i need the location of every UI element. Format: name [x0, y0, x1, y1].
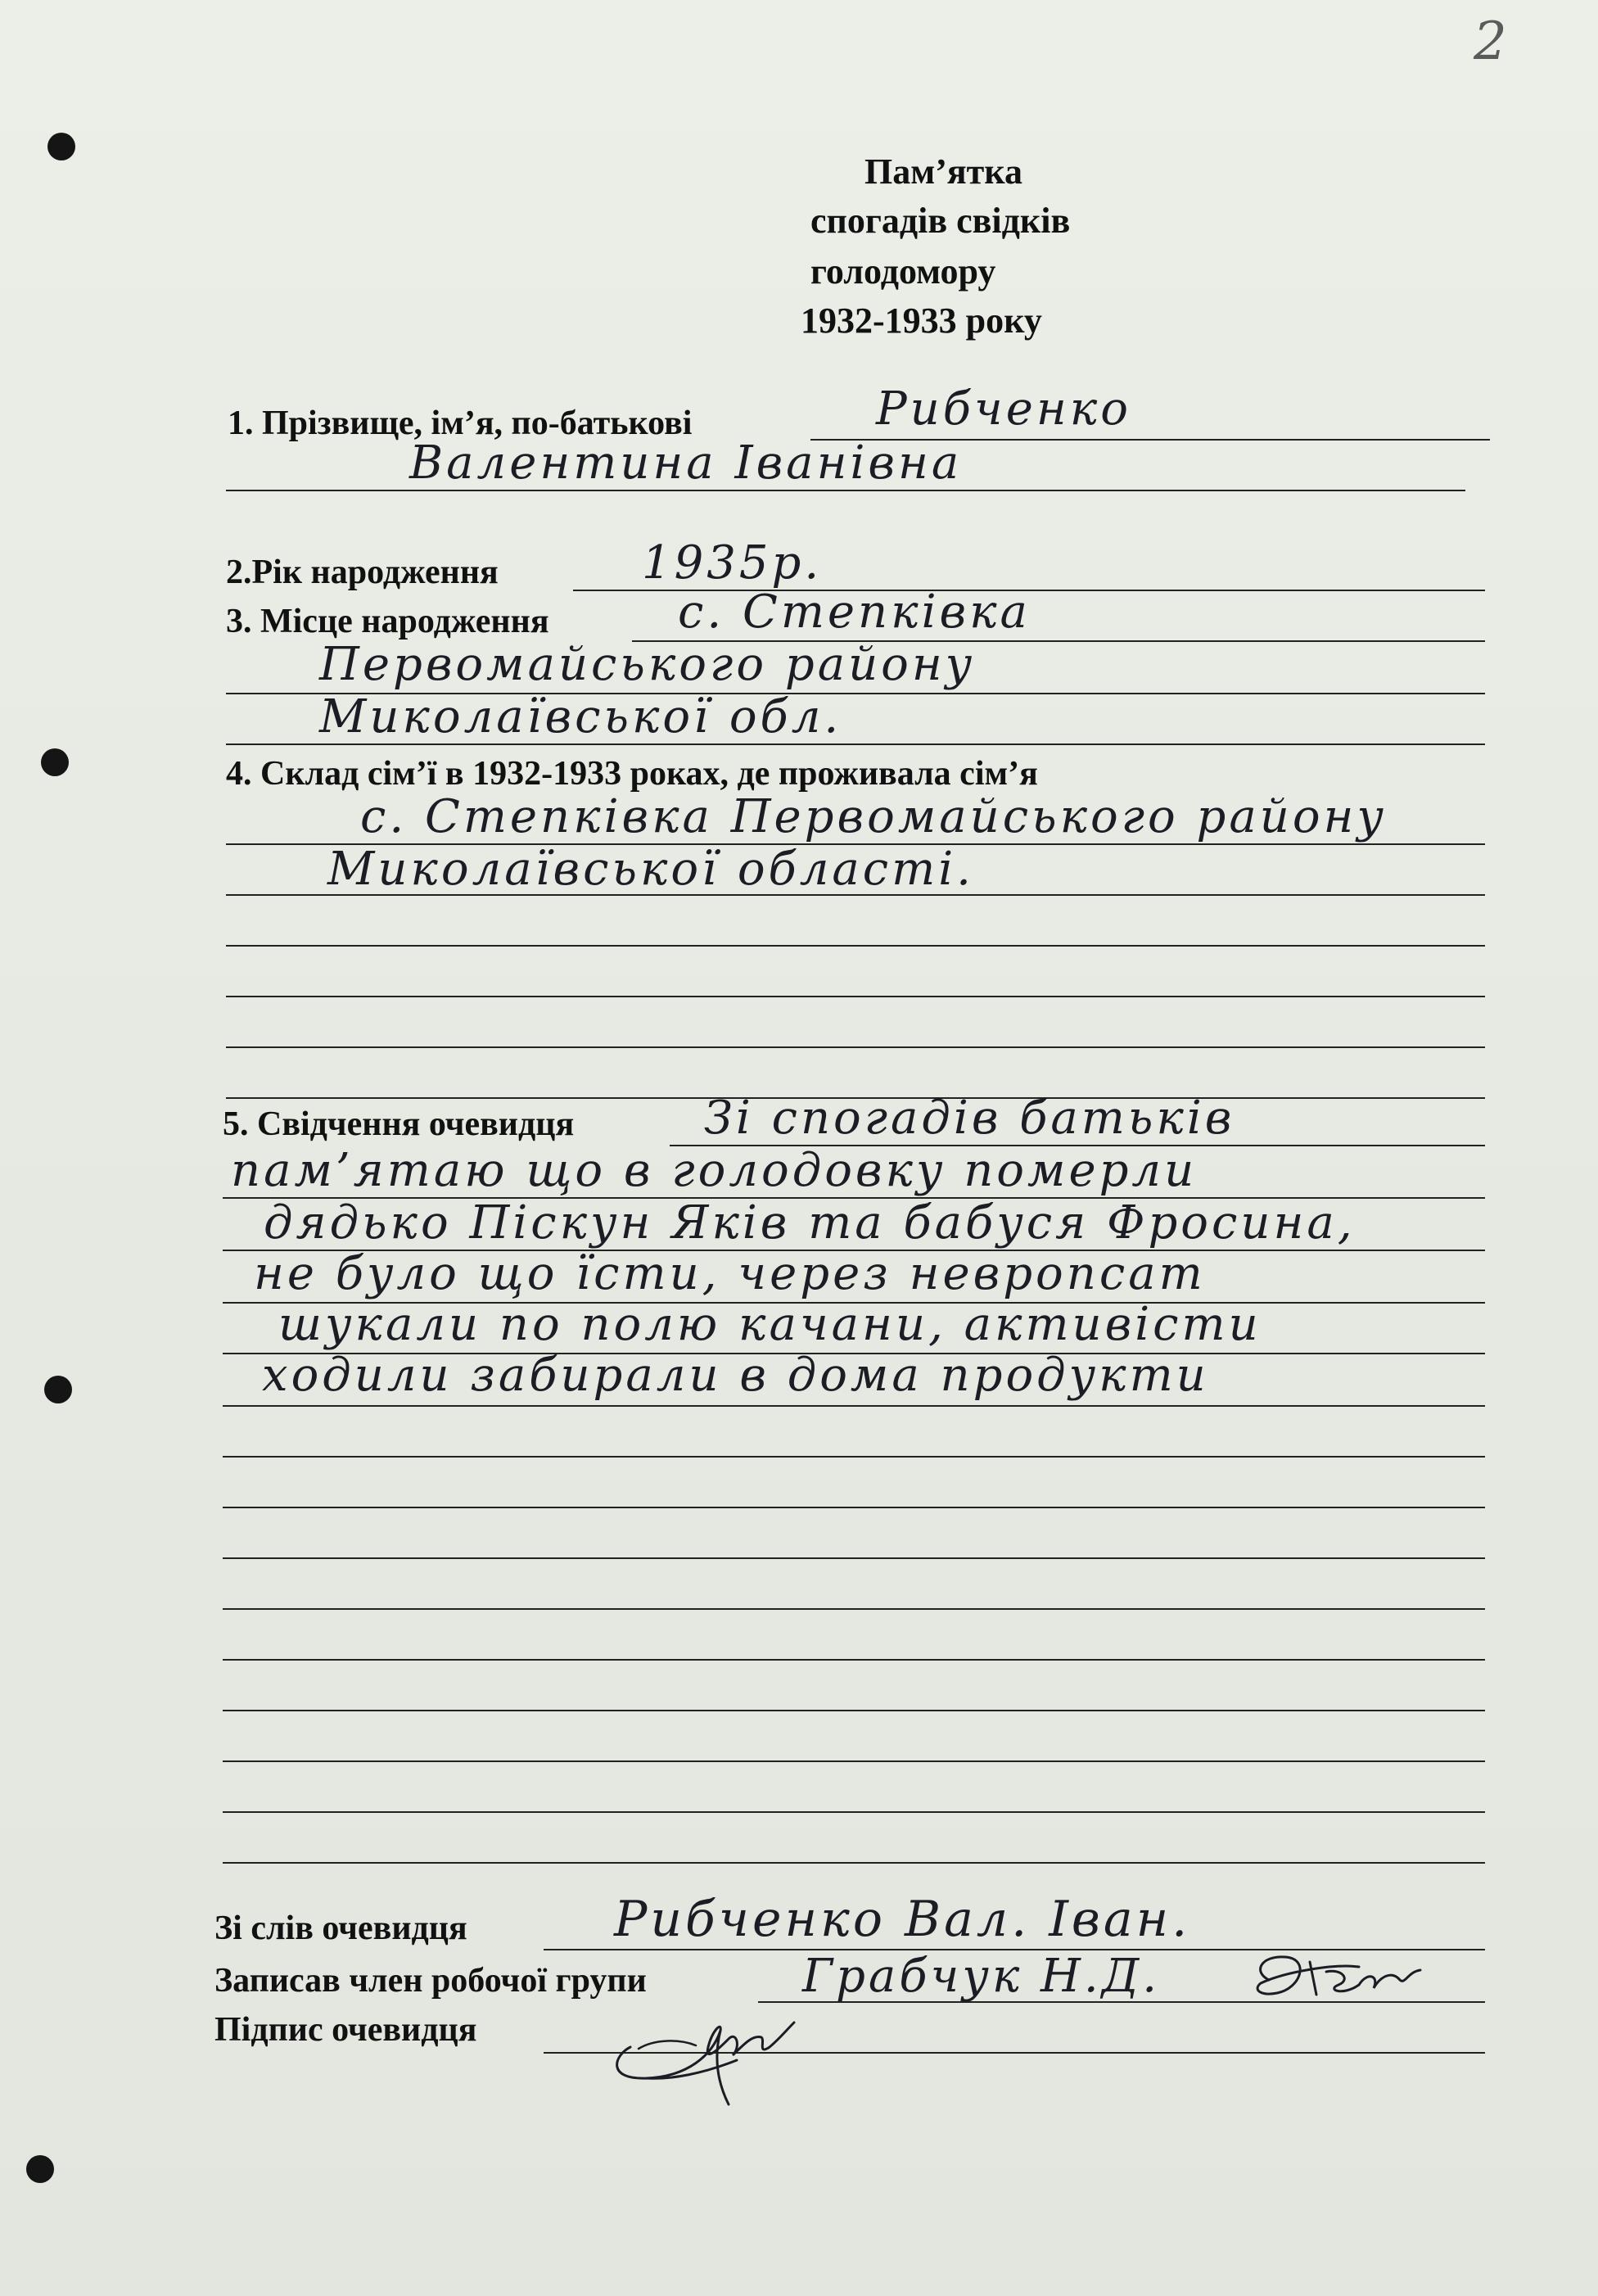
witness-signature [598, 1998, 827, 2113]
blank-rule [223, 1862, 1485, 1864]
name-label: 1. Прізвище, ім’я, по-батькові [228, 405, 693, 442]
witness-words-value: Рибченко Вал. Іван. [614, 1891, 1191, 1948]
family-rule-4 [226, 996, 1485, 997]
blank-rule [223, 1760, 1485, 1762]
blank-rule [223, 1557, 1485, 1559]
witness-words-label: Зі слів очевидця [214, 1910, 467, 1947]
title-line-2: спогадів свідків [810, 201, 1071, 241]
testimony-rule-6 [223, 1405, 1485, 1407]
punch-hole [26, 2155, 54, 2183]
name-value-2: Валентина Іванівна [409, 436, 963, 490]
name-rule-2 [226, 490, 1465, 491]
title-line-4: 1932-1933 року [801, 301, 1042, 341]
testimony-line: ходили забирали в дома продукти [262, 1349, 1209, 1402]
birthplace-value-2: Первомайського району [319, 638, 976, 691]
family-label: 4. Склад сім’ї в 1932-1933 роках, де проживала сім’я [226, 755, 1038, 793]
punch-hole [47, 133, 75, 160]
name-value-1: Рибченко [876, 382, 1131, 436]
birth-year-label: 2.Рік народження [226, 554, 499, 591]
testimony-line: Зі спогадів батьків [704, 1092, 1235, 1145]
blank-rule [223, 1811, 1485, 1813]
testimony-line: шукали по полю качани, активісти [278, 1298, 1262, 1351]
punch-hole [44, 1376, 72, 1403]
testimony-label: 5. Свідчення очевидця [223, 1105, 575, 1143]
blank-rule [223, 1507, 1485, 1508]
recorded-by-label: Записав член робочої групи [214, 1962, 647, 2000]
testimony-line: дядько Піскун Яків та бабуся Фросина, [264, 1196, 1356, 1250]
blank-rule [223, 1456, 1485, 1458]
family-value-1: с. Степківка Первомайського району [360, 790, 1387, 843]
title-line-1: Пам’ятка [864, 151, 1022, 192]
birthplace-label: 3. Місце народження [226, 603, 549, 640]
page-number: 2 [1474, 11, 1507, 72]
recorder-signature [1236, 1947, 1433, 2013]
family-rule-3 [226, 945, 1485, 947]
witness-signature-label: Підпис очевидця [214, 2011, 477, 2049]
birthplace-value-3: Миколаївської обл. [319, 690, 842, 743]
birthplace-rule-3 [226, 743, 1485, 745]
birthplace-value-1: с. Степківка [678, 585, 1031, 639]
title-line-3: голодомору [810, 251, 996, 292]
birth-year-value: 1935р. [642, 536, 823, 590]
family-rule-5 [226, 1046, 1485, 1048]
family-value-2: Миколаївської області. [327, 843, 974, 896]
blank-rule [223, 1659, 1485, 1661]
blank-rule [223, 1608, 1485, 1610]
recorded-by-value: Грабчук Н.Д. [802, 1950, 1161, 2003]
blank-rule [223, 1710, 1485, 1711]
testimony-line: не було що їсти, через невропсат [254, 1247, 1206, 1300]
testimony-line: пам’ятаю що в голодовку померли [231, 1144, 1198, 1197]
punch-hole [41, 748, 69, 776]
